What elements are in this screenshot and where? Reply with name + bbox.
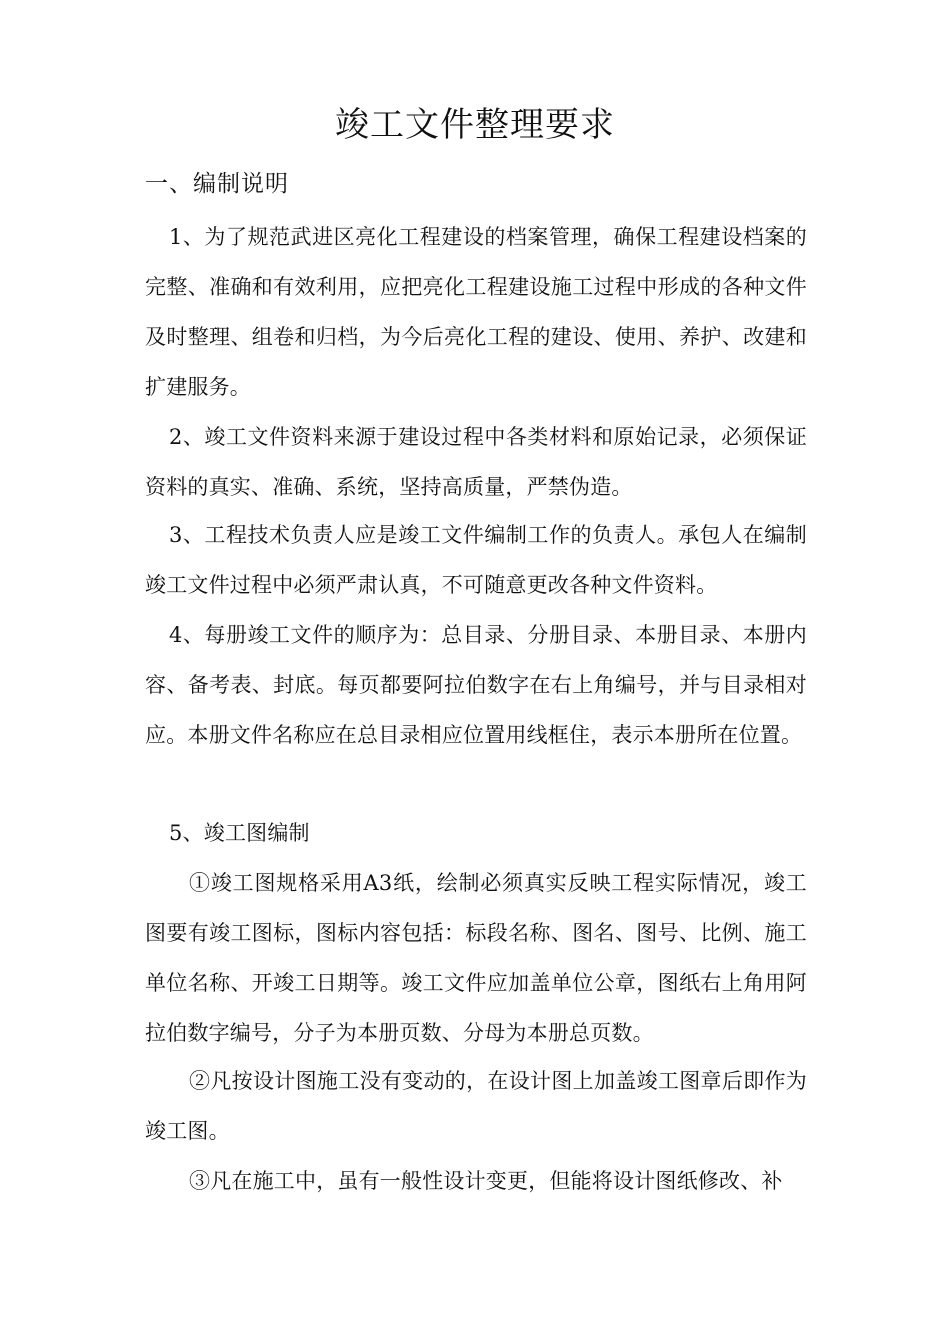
paragraph-4: 4、每册竣工文件的顺序为：总目录、分册目录、本册目录、本册内容、备考表、封底。每页都要阿拉伯数字在右上角编号，并与目录相对应。本册文件名称应在总目录相应位置用线框住，表示本册所在位置。 <box>145 623 807 747</box>
section-heading: 一、编制说明 <box>145 171 289 197</box>
paragraph-3: 3、工程技术负责人应是竣工文件编制工作的负责人。承包人在编制竣工文件过程中必须严肃认真，不可随意更改各种文件资料。 <box>145 523 807 597</box>
paragraph-5: 5、竣工图编制 <box>169 821 310 845</box>
paragraph-8: ③凡在施工中，虽有一般性设计变更，但能将设计图纸修改、补 <box>189 1169 783 1193</box>
paragraph-7: ②凡按设计图施工没有变动的，在设计图上加盖竣工图章后即作为竣工图。 <box>145 1069 807 1143</box>
paragraph-1: 1、为了规范武进区亮化工程建设的档案管理，确保工程建设档案的完整、准确和有效利用，应把亮化工程建设施工过程中形成的各种文件及时整理、组卷和归档，为今后亮化工程的建设、使用、养护、改建和扩建服务。 <box>145 225 807 399</box>
paragraph-6: ①竣工图规格采用A3纸，绘制必须真实反映工程实际情况，竣工图要有竣工图标，图标内容包括：标段名称、图名、图号、比例、施工单位名称、开竣工日期等。竣工文件应加盖单位公章，图纸右上角用阿拉伯数字编号，分子为本册页数、分母为本册总页数。 <box>145 871 807 1045</box>
page-title: 竣工文件整理要求 <box>335 105 615 145</box>
paragraph-2: 2、竣工文件资料来源于建设过程中各类材料和原始记录，必须保证资料的真实、准确、系统，坚持高质量，严禁伪造。 <box>145 425 807 499</box>
